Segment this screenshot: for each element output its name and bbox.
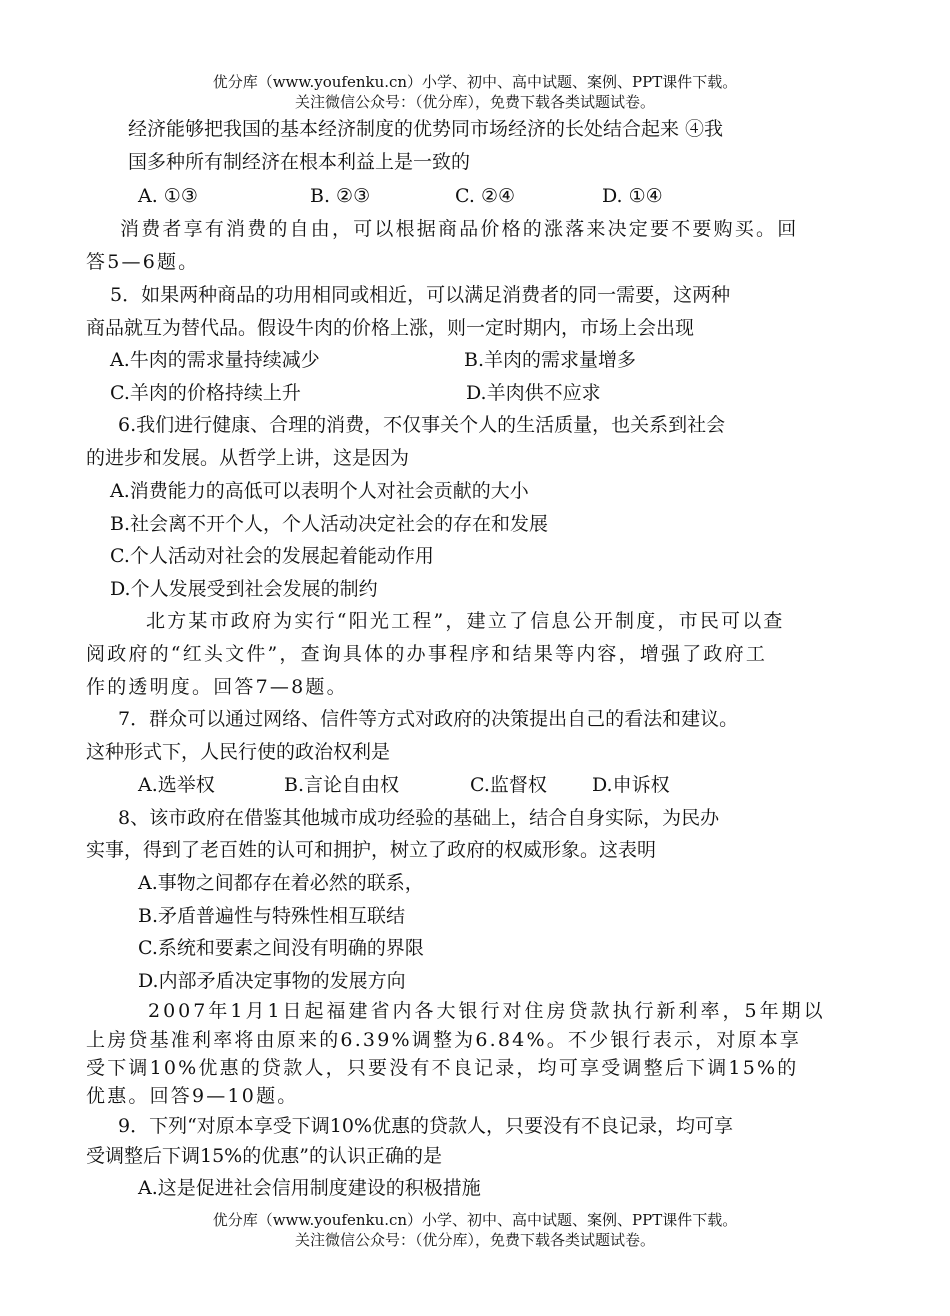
footer-watermark-line2: 关注微信公众号：（优分库），免费下载各类试题试卷。 (294, 1231, 655, 1249)
q6-stem-line1: 6.我们进行健康、合理的消费，不仅事关个人的生活质量，也关系到社会 (118, 414, 726, 436)
material-910-line2: 上房贷基准利率将由原来的6.39%调整为6.84%。不少银行表示，对原本享 (86, 1029, 802, 1051)
q7-stem-line1: 7．群众可以通过网络、信件等方式对政府的决策提出自己的看法和建议。 (118, 708, 739, 730)
material-78-line3: 作的透明度。回答7—8题。 (86, 676, 348, 698)
q8-option-c: C.系统和要素之间没有明确的界限 (138, 937, 424, 959)
q7-option-d: D.申诉权 (592, 774, 670, 796)
q4-stem-line2: 国多种所有制经济在根本利益上是一致的 (128, 151, 471, 173)
material-910-line1: 2007年1月1日起福建省内各大银行对住房贷款执行新利率，5年期以 (148, 1000, 826, 1022)
q8-option-a: A.事物之间都存在着必然的联系， (138, 872, 424, 894)
q6-stem-line2: 的进步和发展。从哲学上讲，这是因为 (86, 447, 410, 469)
footer-watermark-line1: 优分库（www.youfenku.cn）小学、初中、高中试题、案例、PPT课件下载。 (212, 1211, 738, 1229)
material-78-line1: 北方某市政府为实行“阳光工程”，建立了信息公开制度，市民可以查 (146, 610, 785, 632)
q5-option-c: C.羊肉的价格持续上升 (110, 382, 301, 404)
q7-stem-line2: 这种形式下，人民行使的政治权利是 (86, 741, 391, 763)
q5-stem-line1: 5．如果两种商品的功用相同或相近，可以满足消费者的同一需要，这两种 (110, 284, 731, 306)
q4-option-d: D. ①④ (602, 185, 663, 207)
q6-option-d: D.个人发展受到社会发展的制约 (110, 578, 378, 600)
q8-option-b: B.矛盾普遍性与特殊性相互联结 (138, 905, 406, 927)
q7-option-c: C.监督权 (470, 774, 547, 796)
material-56-line1: 消费者享有消费的自由，可以根据商品价格的涨落来决定要不要购买。回 (120, 218, 799, 240)
q4-stem-line1: 经济能够把我国的基本经济制度的优势同市场经济的长处结合起来 ④我 (128, 118, 724, 140)
q5-option-d: D.羊肉供不应求 (466, 382, 601, 404)
q9-stem-line2: 受调整后下调15%的优惠”的认识正确的是 (86, 1145, 442, 1167)
q6-option-a: A.消费能力的高低可以表明个人对社会贡献的大小 (110, 480, 529, 502)
q7-option-b: B.言论自由权 (284, 774, 400, 796)
q6-option-b: B.社会离不开个人，个人活动决定社会的存在和发展 (110, 513, 549, 535)
q9-option-a: A.这是促进社会信用制度建设的积极措施 (138, 1177, 481, 1199)
q5-option-b: B.羊肉的需求量增多 (464, 349, 637, 371)
q4-option-b: B. ②③ (310, 185, 371, 207)
material-78-line2: 阅政府的“红头文件”，查询具体的办事程序和结果等内容，增强了政府工 (86, 643, 768, 665)
q6-option-c: C.个人活动对社会的发展起着能动作用 (110, 545, 434, 567)
material-56-line2: 答5—6题。 (86, 251, 200, 273)
q8-option-d: D.内部矛盾决定事物的发展方向 (138, 970, 406, 992)
material-910-line3: 受下调10%优惠的贷款人，只要没有不良记录，均可享受调整后下调15%的 (86, 1057, 799, 1079)
header-watermark-line1: 优分库（www.youfenku.cn）小学、初中、高中试题、案例、PPT课件下载。 (212, 73, 738, 91)
q8-stem-line1: 8、该市政府在借鉴其他城市成功经验的基础上，结合自身实际，为民办 (118, 807, 720, 829)
header-watermark-line2: 关注微信公众号：（优分库），免费下载各类试题试卷。 (294, 93, 655, 111)
q5-option-a: A.牛肉的需求量持续减少 (110, 349, 320, 371)
q5-stem-line2: 商品就互为替代品。假设牛肉的价格上涨，则一定时期内，市场上会出现 (86, 317, 695, 339)
q9-stem-line1: 9．下列“对原本享受下调10%优惠的贷款人，只要没有不良记录，均可享 (118, 1115, 734, 1137)
q8-stem-line2: 实事，得到了老百姓的认可和拥护，树立了政府的权威形象。这表明 (86, 839, 657, 861)
q4-option-c: C. ②④ (455, 185, 516, 207)
material-910-line4: 优惠。回答9—10题。 (86, 1085, 299, 1107)
q4-option-a: A. ①③ (138, 185, 198, 207)
q7-option-a: A.选举权 (138, 774, 215, 796)
